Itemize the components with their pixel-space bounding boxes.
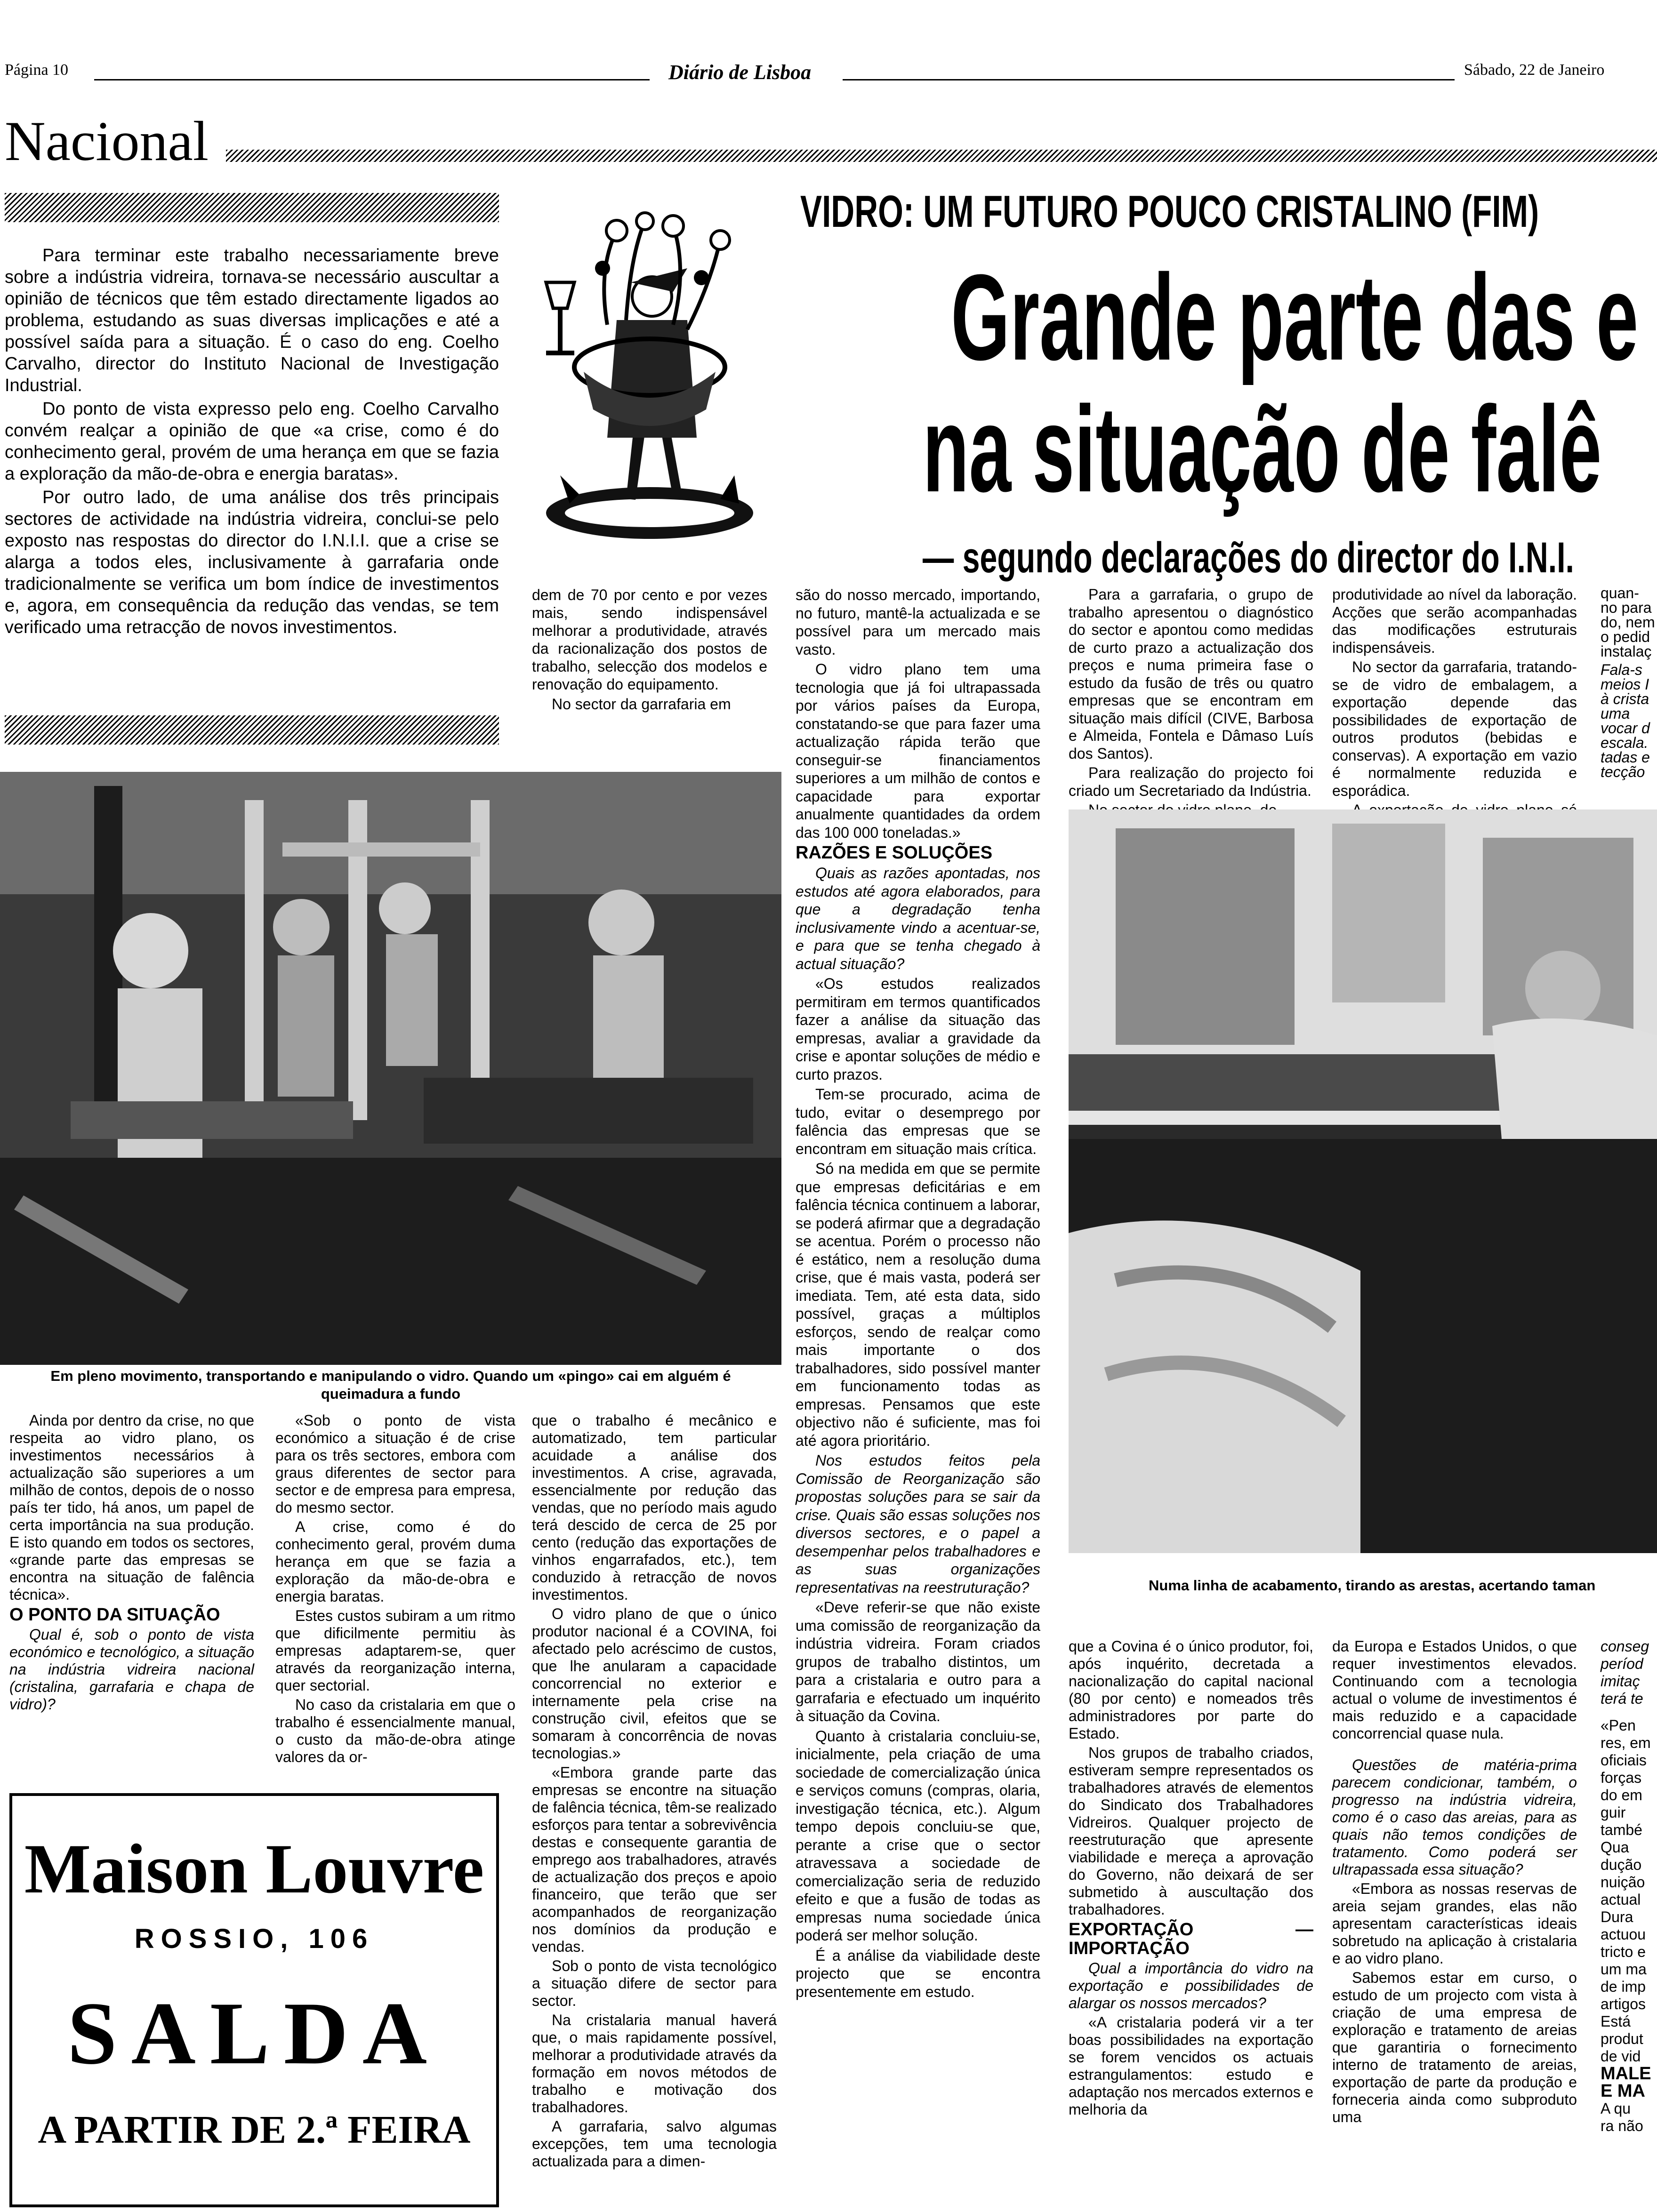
column-a xyxy=(532,586,767,746)
intro-paragraph: Do ponto de vista expresso pelo eng. Coelho Carvalho convém realçar a opinião de que «a crise, como é do conhecimento geral, provém de uma herança em que se fazia a exploração da mão-de-obra e energia baratas». xyxy=(5,399,499,484)
lower-col2-paragraph: Estes custos subiram a um ritmo que dificilmente permitiu às empresas adaptarem-se, quer através da reorganização interna, quer sectorial. xyxy=(275,1607,515,1694)
photo-finishing-line xyxy=(1069,809,1657,1553)
col-d-paragraph: No sector da garrafaria, tratando-se de vidro de embalagem, a exportação depende das possibilidades de exportação de outros produtos (bebidas e conservas). A exportação em vazio é normalmente reduzida e esporádica. xyxy=(1332,658,1577,799)
ad-address: ROSSIO, 106 xyxy=(134,1923,374,1954)
headline-line-2: na situação de falê xyxy=(923,381,1602,518)
col-b-paragraph: Quanto à cristalaria concluiu-se, inicialmente, pela criação de uma sociedade de comercialização única e serviços comuns (compras, olaria, investigação técnica, etc.). Algum tempo depois concluiu-se que, perante a crise que o sector atravessava a sociedade de comercialização seria de reduzido efeito e que a fusão de todas as empresas numa sociedade única poderá ser melhor solução. xyxy=(796,1727,1040,1944)
cut-line: res, em xyxy=(1601,1734,1651,1751)
lower-column-1 xyxy=(9,1412,254,1770)
headline-line-1: Grande parte das e xyxy=(951,249,1639,386)
cut-line: E MA xyxy=(1601,2081,1645,2101)
photo2-caption: Numa linha de acabamento, tirando as arestas, acertando taman xyxy=(1149,1577,1596,1594)
intro-rule-top xyxy=(5,193,499,222)
intro-text xyxy=(5,245,499,697)
column-e xyxy=(1601,586,1657,779)
lower-col4-paragraph: que a Covina é o único produtor, foi, após inquérito, decretada a nacionalização do capital nacional (80 por cento) e nomeados três administradores por parte do Estado. xyxy=(1069,1638,1313,1742)
masthead xyxy=(0,56,1657,85)
cut-line: um ma xyxy=(1601,1961,1647,1978)
cut-line: oficiais xyxy=(1601,1752,1647,1769)
ad-from: A PARTIR DE 2.ª FEIRA xyxy=(38,2108,471,2152)
lower-column-3 xyxy=(532,1412,777,2212)
paper-name: Diário de Lisboa xyxy=(668,61,812,84)
cut-line: no para xyxy=(1601,599,1652,616)
cut-line: terá te xyxy=(1601,1690,1643,1707)
subheading-razoes: RAZÕES E SOLUÇÕES xyxy=(796,843,993,863)
lower-col5-paragraph: «Embora as nossas reservas de areia sejam grandes, elas não apresentam características ideais sobretudo na aplicação à cristalaria e ao vidro plano. xyxy=(1332,1880,1577,1967)
subheading-exportacao: EXPORTAÇÃO — IMPORTAÇÃO xyxy=(1069,1920,1313,1958)
cut-line: artigos xyxy=(1601,1996,1646,2012)
col-b-paragraph: É a análise da viabilidade deste projecto que se encontra presentemente em estudo. xyxy=(796,1947,1040,2000)
cut-line: produt xyxy=(1601,2030,1643,2047)
lower-col3-paragraph: Na cristalaria manual haverá que, o mais rapidamente possível, melhorar a produtividade através da formação em novos métodos de trabalho e motivação dos trabalhadores. xyxy=(532,2012,777,2116)
col-c-paragraph: Para realização do projecto foi criado um Secretariado da Indústria. xyxy=(1069,764,1313,799)
question: Quais as razões apontadas, nos estudos até agora elaborados, para que a degradação tenha inclusivamente vindo a acentuar-se, e para que se tenha chegado à actual situação? xyxy=(796,865,1040,972)
lower-col2-paragraph: No caso da cristalaria em que o trabalho é essencialmente manual, o custo da mão-de-obra atinge valores da or- xyxy=(275,1696,515,1765)
ad-name: Maison Louvre xyxy=(24,1830,484,1908)
cut-line: forças xyxy=(1601,1769,1642,1786)
cut-line: de imp xyxy=(1601,1978,1646,1995)
lower-col3-paragraph: Sob o ponto de vista tecnológico a situação difere de sector para sector. xyxy=(532,1957,777,2009)
lower-col2-paragraph: «Sob o ponto de vista económico a situação é de crise para os três sectores, embora com graus diferentes de sector para sector e de empresa para empresa, do mesmo sector. xyxy=(275,1412,515,1516)
lower-col3-paragraph: O vidro plano de que o único produtor nacional é a COVINA, foi afectado pelo acréscimo de custos, que lhe anularam a capacidade concorrencial no exterior e internamente pela crise na construção civil, efeitos que se somaram à concorrência de novas tecnologias.» xyxy=(532,1605,777,1762)
column-d xyxy=(1332,586,1577,799)
cut-line: ra não xyxy=(1601,2117,1643,2134)
subheading-ponto: O PONTO DA SITUAÇÃO xyxy=(9,1605,220,1625)
page-number: Página 10 xyxy=(5,61,69,79)
masthead-rule-left xyxy=(94,79,650,80)
cut-line: conseg xyxy=(1601,1638,1649,1655)
intro-paragraph: Por outro lado, de uma análise dos três principais sectores de actividade na indústria vidreira, conclui-se pelo exposto nas respostas do director do I.N.I.I. que a crise se alarga a todos eles, inclusivamente à garrafaria onde tradicionalmente se verifica um bom índice de investimentos e, agora, em consequência da redução das vendas, se tem verificado uma retracção de novos investimentos. xyxy=(5,488,499,637)
lower-col2-paragraph: A crise, como é do conhecimento geral, provém duma herança em que se fazia a exploração da mão-de-obra e energia baratas. xyxy=(275,1518,515,1605)
cut-line: escala. xyxy=(1601,734,1649,751)
cut-line: períod xyxy=(1601,1655,1643,1672)
cut-line: Qua xyxy=(1601,1839,1629,1856)
question: Qual é, sob o ponto de vista económico e tecnológico, a situação na indústria vidreira nacional (cristalina, garrafaria e chapa de vidro)? xyxy=(9,1626,254,1713)
cut-line: vocar d xyxy=(1601,720,1650,737)
column-c xyxy=(1069,586,1313,799)
cut-line: dução xyxy=(1601,1856,1642,1873)
cut-line: també xyxy=(1601,1821,1642,1838)
cut-line: «Pen xyxy=(1601,1717,1636,1734)
photo1-drawing xyxy=(0,772,781,1365)
lower-col5-paragraph: da Europa e Estados Unidos, o que requer investimentos elevados. Continuando com a tecnologia actual o volume de investimentos é mais reduzido e a capacidade concorrencial quase nula. xyxy=(1332,1638,1577,1742)
cut-line: nuição xyxy=(1601,1874,1645,1891)
cut-line: actual xyxy=(1601,1891,1641,1908)
photo-glass-workers-factory xyxy=(0,772,781,1365)
col-d-paragraph: produtividade ao nível da laboração. Acções que serão acompanhadas das modificações estruturais indispensáveis. xyxy=(1332,586,1577,656)
illustration-glassmaker xyxy=(532,212,767,551)
lower-column-2 xyxy=(275,1412,515,1770)
cut-line: uma xyxy=(1601,705,1630,722)
cut-line: tecção xyxy=(1601,763,1645,780)
question: Qual a importância do vidro na exportação e possibilidades de alargar os nossos mercados? xyxy=(1069,1960,1313,2012)
intro-rule-bottom xyxy=(5,715,499,745)
lower-column-4 xyxy=(1069,1638,1313,2212)
cut-line: à crista xyxy=(1601,690,1649,707)
lower-col4-paragraph: Nos grupos de trabalho criados, estiveram sempre representados os trabalhadores através de elementos do Sindicato dos Trabalhadores Vidreiros. Qualquer projecto de reestruturação que apresente viabilidade e mereça a aprovação do Governo, não deixará de ser submetido à auscultação dos trabalhadores. xyxy=(1069,1744,1313,1918)
lower-col5-paragraph: Sabemos estar em curso, o estudo de um projecto com vista à criação de uma empresa de exploração e tratamento de areias que garantiria o fornecimento interno de tratamento de areias, exportação de parte da produção e forneceria ainda como subproduto uma xyxy=(1332,1969,1577,2125)
cut-line: do em xyxy=(1601,1787,1642,1803)
col-a-paragraph: dem de 70 por cento e por vezes mais, sendo indispensável melhorar a produtividade, através da racionalização dos postos de trabalho, selecção dos modelos e renovação do equipamento. xyxy=(532,586,767,693)
col-a-paragraph: No sector da garrafaria em xyxy=(552,696,731,713)
cut-line: A qu xyxy=(1601,2100,1631,2117)
cut-line: actuou xyxy=(1601,1926,1646,1943)
lower-col4-paragraph: «A cristalaria poderá vir a ter boas possibilidades na exportação se forem vencidos os actuais estrangulamentos: estudo e adaptação nos mercados externos e melhoria da xyxy=(1069,2014,1313,2118)
cut-line: o pedid xyxy=(1601,628,1650,645)
col-b-paragraph: «Os estudos realizados permitiram em termos quantificados fazer a análise da situação das empresas, avaliar a gravidade da crise e apontar soluções de médio e curto prazos. xyxy=(796,975,1040,1083)
cut-line: Está xyxy=(1601,2013,1631,2030)
cut-line: Dura xyxy=(1601,1908,1633,1925)
subhead: — segundo declarações do director do I.N.I. xyxy=(923,534,1574,582)
lower-col3-paragraph: «Embora grande parte das empresas se encontre na situação de falência técnica, têm-se realizado esforços para tentar a sobrevivência destas e consequente garantia de emprego aos trabalhadores, através de actualização dos preços e apoio financeiro, que terão que ser acompanhados de reorganização nos domínios da produção e vendas. xyxy=(532,1764,777,1955)
lower-col3-paragraph: que o trabalho é mecânico e automatizado, tem particular acuidade a análise dos investimentos. A crise, agravada, essencialmente por redução das vendas, que no período mais agudo terá descido de cerca de 25 por cento (redução das exportações de vinhos engarrafados, etc.), tem conduzido à retracção de novos investimentos. xyxy=(532,1412,777,1603)
question: Nos estudos feitos pela Comissão de Reorganização são propostas soluções para se sair da crise. Quais são essas soluções nos diversos sectores, e o papel a desempenhar pelos trabalhadores e as suas organizações representativas na reestruturação? xyxy=(796,1452,1040,1596)
col-b-paragraph: Tem-se procurado, acima de tudo, evitar o desemprego por falência das empresas que se encontram em situação mais crítica. xyxy=(796,1086,1040,1157)
section-title: Nacional xyxy=(5,110,209,172)
issue-date: Sábado, 22 de Janeiro xyxy=(1464,61,1605,79)
lower-col3-paragraph: A garrafaria, salvo algumas excepções, tem uma tecnologia actualizada para a dimen- xyxy=(532,2118,777,2170)
cut-line: instalaç xyxy=(1601,643,1652,660)
ad-sale: SALDA xyxy=(67,1984,442,2083)
cut-line: Fala-s xyxy=(1601,661,1642,678)
col-b-paragraph: são do nosso mercado, importando, no futuro, mantê-la actualizada e se possível para um mercado mais vasto. xyxy=(796,586,1040,658)
lower-col1-paragraph: Ainda por dentro da crise, no que respeita ao vidro plano, os investimentos necessários à actualização são superiores a um milhão de contos, depois de o nosso país ter tido, há anos, um papel de certa importância na sua produção. E isto quando em todos os sectores, «grande parte das empresas se encontra na situação de falência técnica». xyxy=(9,1412,254,1603)
glassmaker-drawing xyxy=(532,212,767,551)
col-b-paragraph: Só na medida em que se permite que empresas deficitárias e em falência técnica continuem a laborar, se poderá afirmar que a degradação se acentua. Porém o processo não é estático, nem a resolução duma crise, que é mais vasta, poderá ser imediata. Tem, até esta data, sido possível, graças a múltiplos esforços, sendo de realçar como mais importante o dos trabalhadores, sido possível manter em funcionamento todas as empresas. Pensamos que este objectivo não é suficiente, mas foi até agora prioritário. xyxy=(796,1160,1040,1449)
cut-line: tadas e xyxy=(1601,749,1650,766)
column-b xyxy=(796,586,1040,2000)
cut-line: MALE xyxy=(1601,2064,1651,2084)
intro-paragraph: Para terminar este trabalho necessariamente breve sobre a indústria vidreira, tornava-se necessário auscultar a opinião de técnicos que têm estado directamente ligados ao problema, estudando as suas diversas implicações e até a possível saída para a situação. É o caso do eng. Coelho Carvalho, director do Instituto Nacional de Investigação Industrial. xyxy=(5,246,499,395)
photo2-drawing xyxy=(1069,809,1657,1553)
masthead-rule-right xyxy=(843,79,1455,80)
cut-line: imitaç xyxy=(1601,1673,1640,1690)
lower-column-6 xyxy=(1601,1638,1657,2212)
cut-line: do, nem xyxy=(1601,614,1655,631)
col-c-paragraph: Para a garrafaria, o grupo de trabalho apresentou o diagnóstico do sector e apontou como medidas de curto prazo a actualização dos preços e numa primeira fase o estudo da fusão de três ou quatro empresas que se encontram em situação mais difícil (CIVE, Barbosa e Almeida, Fontela e Dâmaso Luís dos Santos). xyxy=(1069,586,1313,762)
question: Questões de matéria-prima parecem condicionar, também, o progresso na indústria vidreira, como é o caso das areias, para as quais não temos condições de tratamento. Como poderá ser ultrapassada essa situação? xyxy=(1332,1756,1577,1878)
col-b-paragraph: «Deve referir-se que não existe uma comissão de reorganização da indústria vidreira. Foram criados grupos de trabalho distintos, um para a cristalaria e outro para a garrafaria e efectuado um inquérito à situação da Covina. xyxy=(796,1599,1040,1724)
cut-line: quan- xyxy=(1601,585,1639,601)
col-b-paragraph: O vidro plano tem uma tecnologia que já foi ultrapassada por vários países da Europa, constatando-se que para fazer uma actualização rápida terão que conseguir-se financiamentos superiores a um milhão de contos e capacidade para exportar anualmente quantidades da ordem das 100 000 toneladas.» xyxy=(796,661,1040,841)
cut-line: meios I xyxy=(1601,676,1649,693)
kicker: VIDRO: UM FUTURO POUCO CRISTALINO (FIM) xyxy=(800,186,1539,237)
photo1-caption: Em pleno movimento, transportando e manipulando o vidro. Quando um «pingo» cai em alguém é queimadura a fundo xyxy=(50,1368,731,1402)
cut-line: guir xyxy=(1601,1804,1626,1821)
cut-line: de vid xyxy=(1601,2048,1641,2065)
section-rule xyxy=(226,150,1657,162)
cut-line: tricto e xyxy=(1601,1943,1646,1960)
ad-maison-louvre xyxy=(9,1793,499,2207)
lower-column-5 xyxy=(1332,1638,1577,2212)
